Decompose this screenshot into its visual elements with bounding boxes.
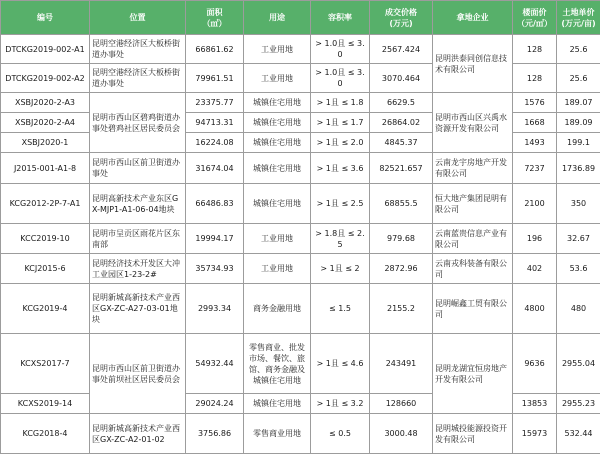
cell-code: KCXS2019-14	[1, 394, 90, 414]
header-location: 位置	[90, 1, 186, 35]
cell-unit-price: 189.09	[557, 113, 600, 133]
cell-code: KCJ2015-6	[1, 254, 90, 284]
cell-unit-price: 1736.89	[557, 153, 600, 184]
header-use: 用途	[244, 1, 311, 35]
cell-unit-price: 350	[557, 184, 600, 224]
cell-use: 城镇住宅用地	[244, 184, 311, 224]
cell-area: 66861.62	[186, 35, 244, 64]
cell-ratio: > 1且 ≤ 2.5	[311, 184, 370, 224]
cell-company: 昆明城投能源投资开发有限公司	[433, 414, 513, 454]
cell-unit-price: 480	[557, 284, 600, 334]
cell-ratio: > 1且 ≤ 1.7	[311, 113, 370, 133]
cell-location: 昆明市西山区前卫街道办事处前坝社区居民委员会	[90, 334, 186, 414]
cell-area: 31674.04	[186, 153, 244, 184]
cell-location: 昆明市西山区前卫街道办事处	[90, 153, 186, 184]
cell-price: 128660	[370, 394, 433, 414]
header-unit-price: 土地单价 (万元/亩)	[557, 1, 600, 35]
cell-code: KCC2019-10	[1, 224, 90, 254]
cell-price: 979.68	[370, 224, 433, 254]
cell-floor-price: 7237	[513, 153, 557, 184]
cell-ratio: > 1.8且 ≤ 2.5	[311, 224, 370, 254]
cell-code: KCG2012-2P-7-A1	[1, 184, 90, 224]
cell-ratio: ≤ 1.5	[311, 284, 370, 334]
cell-code: XSBJ2020-2-A4	[1, 113, 90, 133]
table-row	[1, 224, 600, 254]
cell-area: 66486.83	[186, 184, 244, 224]
cell-location: 昆明新城高新技术产业西区GX-ZC-A2-01-02	[90, 414, 186, 454]
cell-unit-price: 32.67	[557, 224, 600, 254]
header-area: 面积 （㎡）	[186, 1, 244, 35]
cell-floor-price: 13853	[513, 394, 557, 414]
cell-price: 26864.02	[370, 113, 433, 133]
header-floor-price: 楼面价 （元/㎡）	[513, 1, 557, 35]
cell-area: 16224.08	[186, 133, 244, 153]
table-row	[1, 93, 600, 113]
table-row	[1, 414, 600, 454]
cell-code: XSBJ2020-2-A3	[1, 93, 90, 113]
cell-use: 工业用地	[244, 64, 311, 93]
table-row	[1, 284, 600, 334]
cell-area: 94713.31	[186, 113, 244, 133]
cell-floor-price: 9636	[513, 334, 557, 394]
table-row	[1, 254, 600, 284]
cell-unit-price: 2955.04	[557, 334, 600, 394]
cell-code: J2015-001-A1-8	[1, 153, 90, 184]
cell-floor-price: 4800	[513, 284, 557, 334]
cell-location: 昆明空港经济区大板桥街道办事处	[90, 35, 186, 64]
cell-price: 4845.37	[370, 133, 433, 153]
cell-ratio: > 1.0且 ≤ 3.0	[311, 35, 370, 64]
header-ratio: 容积率	[311, 1, 370, 35]
cell-location: 昆明经济技术开发区大冲工业园区1-23-2#	[90, 254, 186, 284]
cell-company: 昆明市西山区兴禹水资源开发有限公司	[433, 93, 513, 153]
cell-price: 2872.96	[370, 254, 433, 284]
cell-ratio: > 1且 ≤ 2.0	[311, 133, 370, 153]
cell-area: 29024.24	[186, 394, 244, 414]
cell-code: KCG2018-4	[1, 414, 90, 454]
cell-company: 昆明崛鑫工贸有限公司	[433, 284, 513, 334]
cell-ratio: > 1且 ≤ 1.8	[311, 93, 370, 113]
cell-area: 19994.17	[186, 224, 244, 254]
cell-price: 68855.5	[370, 184, 433, 224]
table-row	[1, 35, 600, 64]
cell-use: 城镇住宅用地	[244, 394, 311, 414]
cell-use: 城镇住宅用地	[244, 133, 311, 153]
cell-floor-price: 1493	[513, 133, 557, 153]
cell-use: 城镇住宅用地	[244, 93, 311, 113]
cell-code: KCG2019-4	[1, 284, 90, 334]
cell-company: 云南龙宇房地产开发有限公司	[433, 153, 513, 184]
cell-ratio: > 1且 ≤ 3.2	[311, 394, 370, 414]
cell-location: 昆明市西山区碧鸡街道办事处碧鸡社区居民委员会	[90, 93, 186, 153]
cell-code: DTCKG2019-002-A1	[1, 35, 90, 64]
cell-price: 243491	[370, 334, 433, 394]
table-row	[1, 153, 600, 184]
cell-area: 54932.44	[186, 334, 244, 394]
cell-company: 云南蓝贵信息产业有限公司	[433, 224, 513, 254]
header-code: 编号	[1, 1, 90, 35]
cell-area: 35734.93	[186, 254, 244, 284]
cell-floor-price: 196	[513, 224, 557, 254]
cell-ratio: ≤ 0.5	[311, 414, 370, 454]
cell-ratio: > 1且 ≤ 3.6	[311, 153, 370, 184]
cell-unit-price: 53.6	[557, 254, 600, 284]
cell-unit-price: 25.6	[557, 64, 600, 93]
cell-unit-price: 532.44	[557, 414, 600, 454]
cell-unit-price: 2955.23	[557, 394, 600, 414]
cell-company: 昆明洪泰同创信息技术有限公司	[433, 35, 513, 93]
cell-use: 工业用地	[244, 35, 311, 64]
cell-location: 昆明市呈贡区雨花片区东南部	[90, 224, 186, 254]
cell-price: 3000.48	[370, 414, 433, 454]
table-header	[1, 1, 600, 35]
cell-company: 昆明龙湖宜恒房地产开发有限公司	[433, 334, 513, 414]
cell-area: 2993.34	[186, 284, 244, 334]
cell-use: 城镇住宅用地	[244, 113, 311, 133]
cell-unit-price: 199.1	[557, 133, 600, 153]
cell-code: XSBJ2020-1	[1, 133, 90, 153]
header-price: 成交价格 (万元)	[370, 1, 433, 35]
cell-location: 昆明高新技术产业东区GX-MJP1-A1-06-04地块	[90, 184, 186, 224]
cell-use: 零售商业用地	[244, 414, 311, 454]
cell-price: 3070.464	[370, 64, 433, 93]
cell-floor-price: 402	[513, 254, 557, 284]
cell-code: KCXS2017-7	[1, 334, 90, 394]
cell-ratio: > 1.0且 ≤ 3.0	[311, 64, 370, 93]
cell-use: 工业用地	[244, 254, 311, 284]
cell-use: 工业用地	[244, 224, 311, 254]
cell-use: 零售商业、批发市场、餐饮、旅馆、商务金融及城镇住宅用地	[244, 334, 311, 394]
cell-ratio: > 1且 ≤ 2	[311, 254, 370, 284]
cell-code: DTCKG2019-002-A2	[1, 64, 90, 93]
cell-unit-price: 189.07	[557, 93, 600, 113]
cell-price: 82521.657	[370, 153, 433, 184]
table-row	[1, 184, 600, 224]
cell-floor-price: 128	[513, 35, 557, 64]
cell-ratio: > 1且 ≤ 4.6	[311, 334, 370, 394]
cell-area: 79961.51	[186, 64, 244, 93]
cell-location: 昆明新城高新技术产业西区GX-ZC-A27-03-01地块	[90, 284, 186, 334]
cell-floor-price: 15973	[513, 414, 557, 454]
cell-floor-price: 128	[513, 64, 557, 93]
header-company: 拿地企业	[433, 1, 513, 35]
cell-price: 2155.2	[370, 284, 433, 334]
cell-area: 3756.86	[186, 414, 244, 454]
cell-company: 恒大地产集团昆明有限公司	[433, 184, 513, 224]
cell-use: 城镇住宅用地	[244, 153, 311, 184]
cell-floor-price: 1668	[513, 113, 557, 133]
cell-price: 2567.424	[370, 35, 433, 64]
table-row	[1, 334, 600, 394]
cell-unit-price: 25.6	[557, 35, 600, 64]
cell-company: 云南戎科装备有限公司	[433, 254, 513, 284]
cell-area: 23375.77	[186, 93, 244, 113]
cell-use: 商务金融用地	[244, 284, 311, 334]
cell-floor-price: 2100	[513, 184, 557, 224]
cell-location: 昆明空港经济区大板桥街道办事处	[90, 64, 186, 93]
cell-price: 6629.5	[370, 93, 433, 113]
cell-floor-price: 1576	[513, 93, 557, 113]
